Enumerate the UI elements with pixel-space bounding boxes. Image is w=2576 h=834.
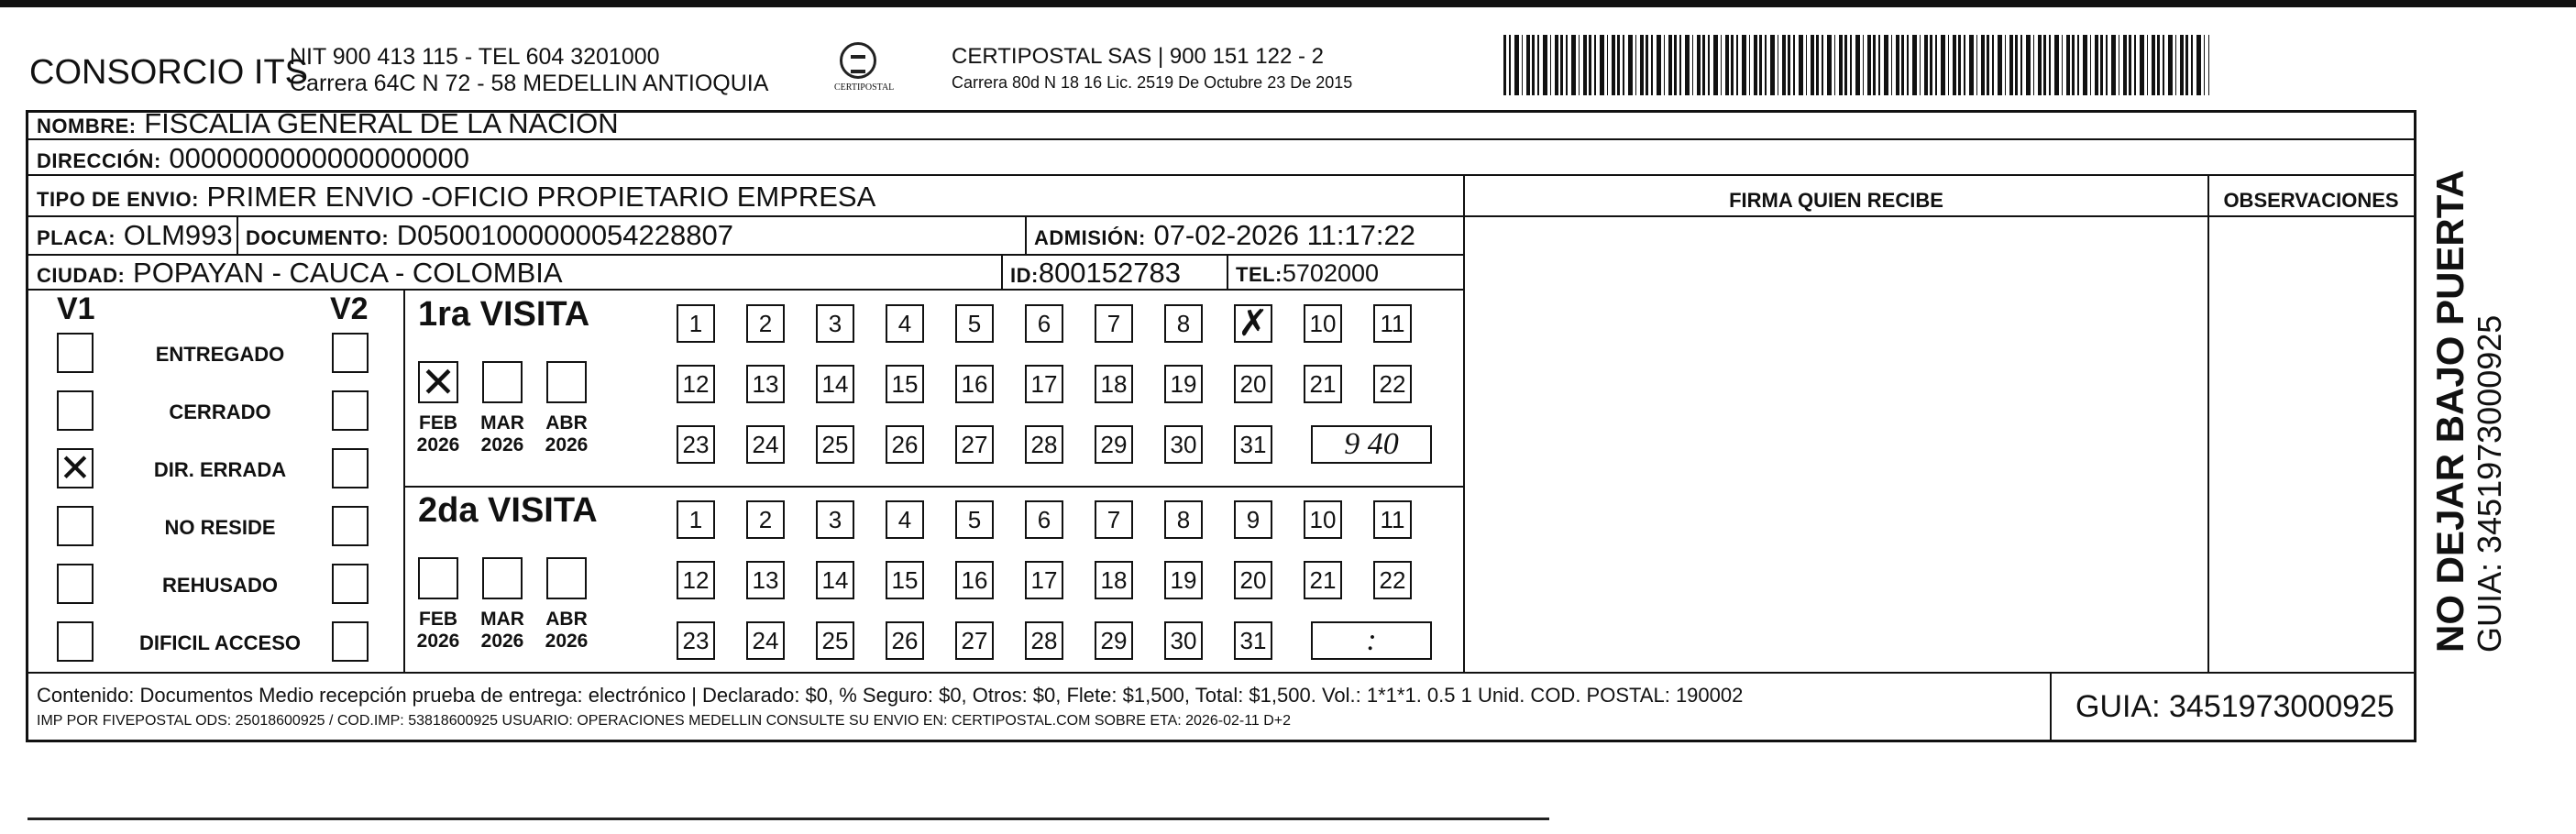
day-box[interactable]: 31	[1234, 425, 1272, 464]
month-checkbox[interactable]	[546, 557, 587, 599]
day-box[interactable]: 15	[886, 365, 924, 403]
day-box[interactable]: 14	[816, 561, 854, 599]
day-box[interactable]: 12	[677, 365, 715, 403]
ciudad-label: CIUDAD:	[37, 264, 126, 287]
documento-label: DOCUMENTO:	[246, 226, 390, 249]
month-label	[409, 412, 468, 456]
month-label	[473, 412, 532, 456]
contents-line: Contenido: Documentos Medio recepción prueba de entrega: electrónico | Declarado: $0, % Seguro: $0, Otros: $0, Flete: $1,500, Total: $1,500. Vol.: 1*1*1. 0.5 1 Unid. COD. POSTAL: 190002	[37, 684, 1744, 707]
logo-caption: CERTIPOSTAL	[834, 82, 895, 93]
address-line: Carrera 64C N 72 - 58 MEDELLIN ANTIOQUIA	[290, 71, 769, 96]
month-checkbox[interactable]	[418, 557, 458, 599]
month-name: ABR	[545, 412, 588, 433]
month-year: 2026	[480, 434, 524, 455]
license-line: Carrera 80d N 18 16 Lic. 2519 De Octubre 23 De 2015	[952, 73, 1353, 92]
id-label: ID:	[1010, 264, 1039, 287]
placa-value: OLM993	[123, 219, 233, 251]
day-box[interactable]: 5	[955, 304, 994, 343]
visit-title: 1ra VISITA	[418, 295, 590, 334]
direccion-value: 0000000000000000000	[169, 142, 469, 174]
day-box[interactable]: 22	[1373, 365, 1412, 403]
day-box[interactable]: 20	[1234, 561, 1272, 599]
day-box[interactable]: 16	[955, 365, 994, 403]
v2-checkbox[interactable]	[332, 621, 369, 662]
day-box[interactable]: 3	[816, 500, 854, 539]
day-box[interactable]: 4	[886, 304, 924, 343]
documento-cell	[246, 220, 733, 254]
day-box[interactable]: 18	[1095, 561, 1133, 599]
tipo-value: PRIMER ENVIO -OFICIO PROPIETARIO EMPRESA	[206, 181, 876, 213]
status-label: ENTREGADO	[155, 343, 285, 366]
certipostal-logo-icon	[834, 42, 895, 99]
firma-header: FIRMA QUIEN RECIBE	[1729, 189, 1943, 212]
tipo-row	[37, 181, 875, 215]
placa-label: PLACA:	[37, 226, 116, 249]
direccion-row	[37, 143, 469, 177]
month-label	[537, 609, 596, 653]
month-checkbox[interactable]	[546, 361, 587, 403]
day-box[interactable]: 5	[955, 500, 994, 539]
day-box[interactable]: 26	[886, 425, 924, 464]
v1-checkbox[interactable]	[57, 333, 94, 373]
status-label: DIR. ERRADA	[153, 458, 287, 481]
nit-line: NIT 900 413 115 - TEL 604 3201000	[290, 44, 660, 70]
day-box[interactable]: ✗	[1234, 304, 1272, 343]
month-year: 2026	[416, 631, 460, 652]
day-box[interactable]: 21	[1304, 365, 1342, 403]
v1-header: V1	[57, 291, 95, 326]
company-info	[290, 44, 768, 97]
observaciones-header: OBSERVACIONES	[2223, 189, 2399, 212]
month-name: FEB	[419, 609, 457, 630]
id-value: 800152783	[1038, 257, 1181, 289]
v2-checkbox[interactable]	[332, 333, 369, 373]
day-box[interactable]: 28	[1025, 621, 1063, 660]
tel-label: TEL:	[1236, 263, 1282, 286]
print-info-line: IMP POR FIVEPOSTAL ODS: 25018600925 / COD.IMP: 53818600925 USUARIO: OPERACIONES MEDELLIN CONSULTE SU ENVIO EN: CERTIPOSTAL.COM SOBRE ETA: 2026-02-11 D+2	[37, 713, 1292, 729]
day-box[interactable]: 30	[1164, 425, 1203, 464]
month-name: ABR	[545, 609, 588, 630]
day-box[interactable]: 24	[746, 425, 785, 464]
nombre-label: NOMBRE:	[37, 115, 137, 137]
company-name: CONSORCIO ITS	[29, 53, 309, 92]
placa-cell	[37, 220, 233, 254]
month-label	[473, 609, 532, 653]
day-box[interactable]: 28	[1025, 425, 1063, 464]
guia-number: GUIA: 3451973000925	[2075, 689, 2394, 724]
day-box[interactable]: 3	[816, 304, 854, 343]
day-box[interactable]: 27	[955, 425, 994, 464]
admision-cell	[1034, 220, 1415, 254]
day-box[interactable]: 11	[1373, 304, 1412, 343]
day-box[interactable]: 1	[677, 304, 715, 343]
month-year: 2026	[545, 434, 589, 455]
v2-header: V2	[330, 291, 369, 326]
month-label	[537, 412, 596, 456]
day-box[interactable]: 12	[677, 561, 715, 599]
day-box[interactable]: 17	[1025, 365, 1063, 403]
tel-value: 5702000	[1282, 259, 1380, 287]
day-box[interactable]: 9	[1234, 500, 1272, 539]
day-box[interactable]: 20	[1234, 365, 1272, 403]
direccion-label: DIRECCIÓN:	[37, 149, 161, 172]
nombre-value: FISCALIA GENERAL DE LA NACION	[144, 107, 619, 139]
admision-value: 07-02-2026 11:17:22	[1153, 219, 1416, 251]
month-checkbox[interactable]	[482, 361, 523, 403]
v1-checkbox[interactable]	[57, 564, 94, 604]
v1-checkbox[interactable]	[57, 390, 94, 431]
day-box[interactable]: 25	[816, 425, 854, 464]
day-box[interactable]: 13	[746, 561, 785, 599]
day-box[interactable]: 6	[1025, 500, 1063, 539]
day-box[interactable]: 15	[886, 561, 924, 599]
v2-checkbox[interactable]	[332, 448, 369, 488]
day-box[interactable]: 10	[1304, 500, 1342, 539]
day-box[interactable]: 24	[746, 621, 785, 660]
day-box[interactable]: 26	[886, 621, 924, 660]
day-box[interactable]: 10	[1304, 304, 1342, 343]
day-box[interactable]: 27	[955, 621, 994, 660]
month-year: 2026	[545, 631, 589, 652]
ciudad-cell	[37, 258, 563, 291]
side-label	[2429, 84, 2508, 653]
barcode-icon	[1503, 35, 2209, 95]
day-box[interactable]: 8	[1164, 304, 1203, 343]
v1-checkbox[interactable]: ✕	[57, 448, 94, 488]
month-year: 2026	[416, 434, 460, 455]
visit-title: 2da VISITA	[418, 491, 598, 530]
certipostal-line: CERTIPOSTAL SAS | 900 151 122 - 2	[952, 44, 1324, 69]
documento-value: D05001000000054228807	[396, 219, 733, 251]
side-guia: GUIA: 3451973000925	[2471, 314, 2508, 653]
ciudad-value: POPAYAN - CAUCA - COLOMBIA	[133, 257, 563, 289]
day-box[interactable]: 1	[677, 500, 715, 539]
day-box[interactable]: 7	[1095, 500, 1133, 539]
time-box[interactable]: 9 40	[1311, 425, 1432, 464]
v2-checkbox[interactable]	[332, 564, 369, 604]
month-year: 2026	[480, 631, 524, 652]
day-box[interactable]: 19	[1164, 561, 1203, 599]
status-label: DIFICIL ACCESO	[138, 631, 301, 654]
day-box[interactable]: 30	[1164, 621, 1203, 660]
day-box[interactable]: 4	[886, 500, 924, 539]
v1-checkbox[interactable]	[57, 621, 94, 662]
day-box[interactable]: 16	[955, 561, 994, 599]
day-box[interactable]: 23	[677, 425, 715, 464]
id-cell	[1010, 258, 1181, 291]
month-checkbox[interactable]	[482, 557, 523, 599]
status-label: REHUSADO	[162, 574, 278, 597]
day-box[interactable]: 14	[816, 365, 854, 403]
admision-label: ADMISIÓN:	[1034, 226, 1146, 249]
day-box[interactable]: 31	[1234, 621, 1272, 660]
nombre-row	[37, 108, 619, 142]
day-box[interactable]: 25	[816, 621, 854, 660]
v1-checkbox[interactable]	[57, 506, 94, 546]
month-name: FEB	[419, 412, 457, 433]
day-box[interactable]: 2	[746, 304, 785, 343]
day-box[interactable]: 7	[1095, 304, 1133, 343]
day-box[interactable]: 29	[1095, 621, 1133, 660]
v2-checkbox[interactable]	[332, 390, 369, 431]
month-name: MAR	[480, 609, 524, 630]
day-box[interactable]: 17	[1025, 561, 1063, 599]
month-name: MAR	[480, 412, 524, 433]
day-box[interactable]: 11	[1373, 500, 1412, 539]
no-dejar-notice: NO DEJAR BAJO PUERTA	[2428, 170, 2471, 653]
day-box[interactable]: 29	[1095, 425, 1133, 464]
certipostal-info	[952, 44, 1352, 95]
status-label: NO RESIDE	[164, 516, 276, 539]
tipo-label: TIPO DE ENVIO:	[37, 188, 199, 211]
v2-checkbox[interactable]	[332, 506, 369, 546]
status-label: CERRADO	[169, 401, 271, 423]
day-box[interactable]: 2	[746, 500, 785, 539]
bottom-rule	[28, 818, 1549, 820]
day-box[interactable]: 13	[746, 365, 785, 403]
day-box[interactable]: 18	[1095, 365, 1133, 403]
time-box[interactable]: :	[1311, 621, 1432, 660]
tel-cell	[1236, 258, 1379, 291]
day-box[interactable]: 22	[1373, 561, 1412, 599]
month-checkbox[interactable]: ✕	[418, 361, 458, 403]
month-label	[409, 609, 468, 653]
day-box[interactable]: 6	[1025, 304, 1063, 343]
top-border	[0, 0, 2576, 7]
day-box[interactable]: 23	[677, 621, 715, 660]
day-box[interactable]: 8	[1164, 500, 1203, 539]
day-box[interactable]: 19	[1164, 365, 1203, 403]
day-box[interactable]: 21	[1304, 561, 1342, 599]
